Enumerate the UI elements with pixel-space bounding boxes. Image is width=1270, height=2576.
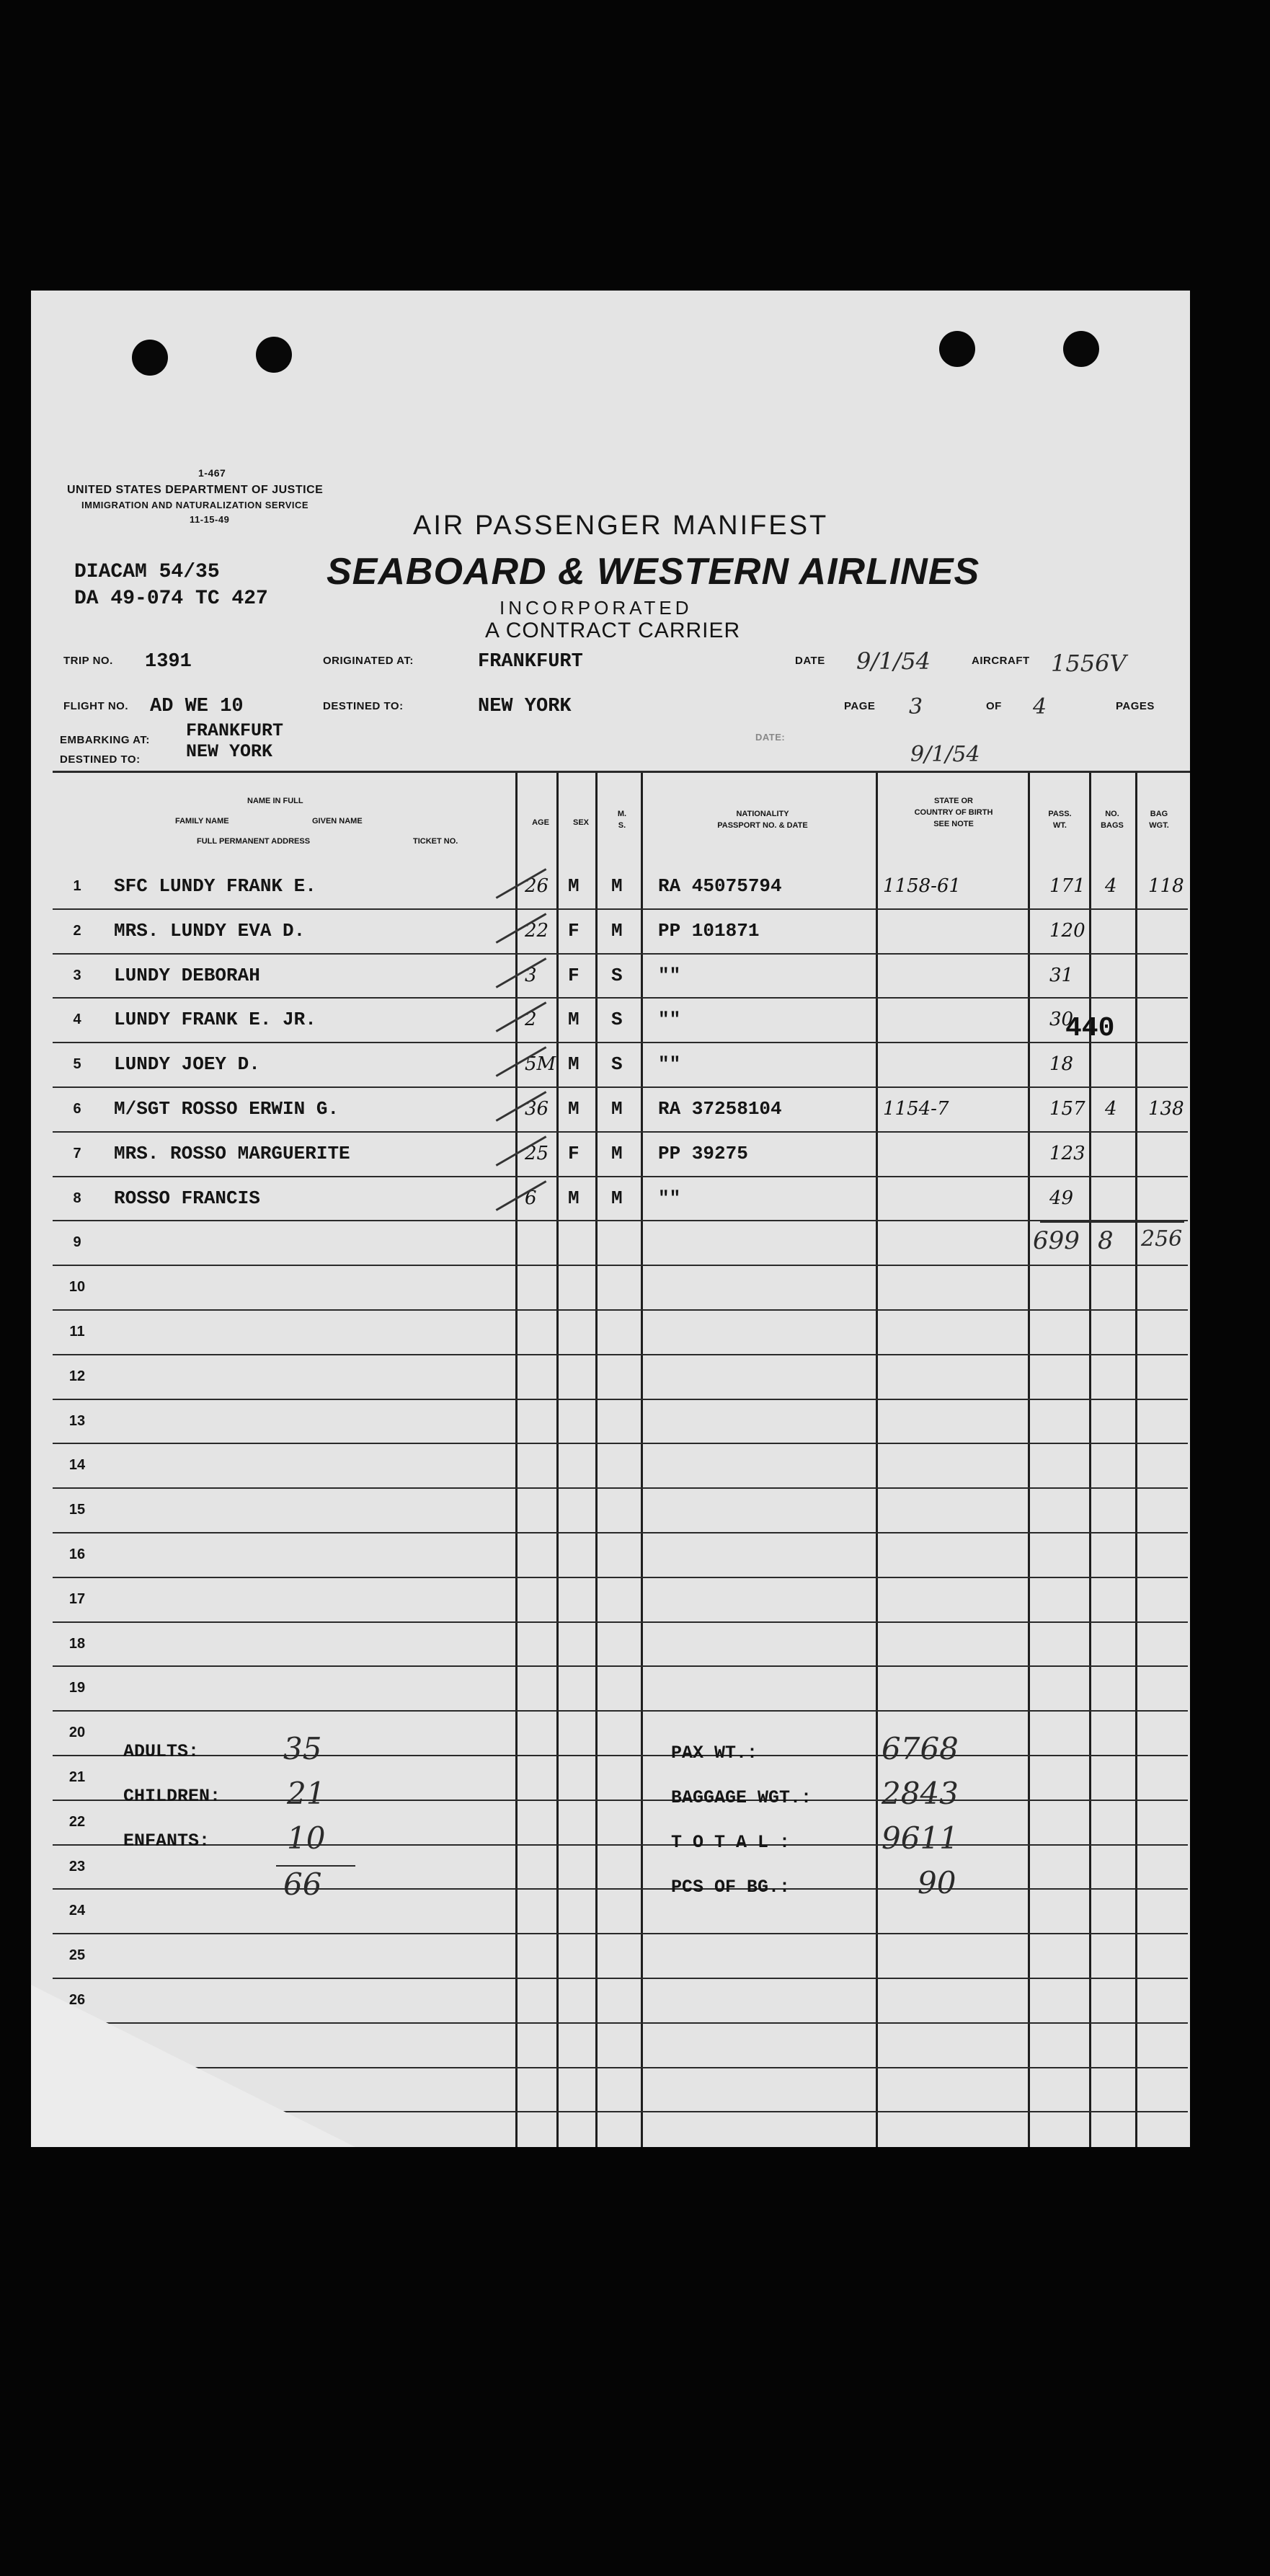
column-rule [1028,773,1030,2147]
row-rule [53,1532,1188,1533]
row-number: 18 [68,1635,86,1652]
row-number: 28 [68,2081,86,2097]
passenger-sex: M [568,1098,580,1120]
diacam-ref: DIACAM 54/35 [74,561,220,583]
total-pass-wt: 699 [1033,1226,1080,1255]
row-rule [53,1621,1188,1623]
row-number: 4 [73,1012,81,1028]
totals-rule [1040,1221,1184,1223]
row-number: 25 [68,1947,86,1964]
passenger-passport: "" [658,1187,681,1209]
col-age: AGE [532,818,549,827]
passenger-sex: F [568,964,580,986]
passenger-age: 36 [525,1098,549,1120]
infants-label: ENFANTS: [123,1831,210,1851]
passenger-passport: RA 37258104 [658,1098,782,1120]
passenger-bags: 4 [1105,875,1117,897]
passenger-weight: 30 [1049,1009,1074,1031]
column-rule [595,773,598,2147]
form-number: 1-467 [198,467,226,479]
column-rule [515,773,518,2147]
carrier-type: A CONTRACT CARRIER [485,619,741,642]
passenger-marital: S [611,964,623,986]
passenger-bag-weight: 118 [1148,875,1184,897]
page-count: 4 [1033,694,1047,720]
passenger-sex: F [568,919,580,942]
row-rule [53,1933,1188,1934]
passenger-age: 5M [525,1053,556,1076]
passenger-age: 26 [525,875,549,897]
baggage-weight: 2843 [882,1776,959,1811]
passenger-passport: "" [658,1053,681,1076]
col-name-in-full: NAME IN FULL [247,797,303,805]
embarking-at: FRANKFURT [186,720,284,741]
passenger-passport: PP 39275 [658,1142,748,1164]
passenger-weight: 18 [1049,1053,1074,1076]
passenger-passport: RA 45075794 [658,875,782,897]
passenger-name: MRS. ROSSO MARGUERITE [114,1142,350,1164]
total-label: T O T A L : [671,1832,791,1853]
passenger-marital: S [611,1053,623,1076]
passenger-birth: 1154-7 [883,1098,949,1120]
row-number: 6 [73,1101,81,1117]
punch-hole [256,337,292,373]
row-number: 14 [68,1457,86,1474]
column-rule [641,773,643,2147]
row-number: 26 [68,1992,86,2008]
col-pass-wt: PASS. WT. [1048,810,1072,830]
passenger-name: SFC LUNDY FRANK E. [114,875,316,897]
trip-label: TRIP NO. [63,655,113,667]
passenger-name: LUNDY DEBORAH [114,964,260,986]
row-rule [53,1443,1188,1444]
passenger-birth: 1158-61 [883,875,962,897]
children-label: CHILDREN: [123,1786,221,1807]
col-family-name: FAMILY NAME [175,817,229,826]
passenger-marital: M [611,1187,623,1209]
originated-label: ORIGINATED AT: [323,655,414,667]
page-fold [31,1985,355,2147]
passenger-marital: M [611,875,623,897]
total-persons: 66 [283,1867,322,1902]
row-number: 24 [68,1903,86,1919]
passenger-weight: 120 [1049,919,1085,942]
col-bag-wt: BAG WGT. [1149,810,1169,830]
row-number: 17 [68,1590,86,1607]
manifest-title: AIR PASSENGER MANIFEST [413,510,829,541]
passenger-age: 22 [525,919,549,942]
row-number: 22 [68,1813,86,1830]
date2: 9/1/54 [910,742,980,767]
total-bags: 8 [1098,1226,1114,1255]
row-rule [53,1665,1188,1667]
passenger-name: LUNDY FRANK E. JR. [114,1009,316,1031]
row-number: 21 [68,1769,86,1785]
destined-label: DESTINED TO: [323,700,404,712]
row-number: 7 [73,1145,81,1161]
passenger-weight: 31 [1049,964,1074,986]
passenger-sex: F [568,1142,580,1164]
row-rule [53,1354,1188,1355]
passenger-weight: 171 [1049,875,1085,897]
pax-label: PAX WT.: [671,1743,758,1763]
row-number: 12 [68,1368,86,1384]
aircraft-label: AIRCRAFT [972,655,1030,667]
flight-label: FLIGHT NO. [63,700,128,712]
row-rule [53,1220,1188,1221]
row-rule [53,908,1188,910]
passenger-sex: M [568,1053,580,1076]
trip-number: 1391 [145,651,192,673]
children-count: 21 [287,1776,326,1811]
check-mark-icon [496,1002,547,1033]
passenger-age: 6 [525,1187,537,1209]
passenger-age: 2 [525,1009,537,1031]
check-mark-icon [496,957,547,988]
page-number: 3 [909,694,923,720]
infants-count: 10 [287,1820,326,1856]
passenger-marital: M [611,1142,623,1164]
passenger-name: LUNDY JOEY D. [114,1053,260,1076]
pieces-count: 90 [918,1865,956,1900]
passenger-sex: M [568,1009,580,1031]
row-number: 19 [68,1680,86,1696]
baggage-label: BAGGAGE WGT.: [671,1787,812,1808]
total-weight: 9611 [882,1820,959,1856]
row-rule [53,1265,1188,1266]
row-number: 2 [73,922,81,939]
passenger-bag-weight: 138 [1148,1098,1184,1120]
pcs-label: PCS OF BG.: [671,1877,791,1898]
da-ref: DA 49-074 TC 427 [74,588,268,610]
row-rule [53,1176,1188,1177]
embarking-label: EMBARKING AT: [60,734,150,746]
row-rule [53,1487,1188,1489]
row-number: 8 [73,1190,81,1206]
originated-at: FRANKFURT [478,651,583,673]
column-rule [1089,773,1091,2147]
of-label: OF [986,700,1002,712]
row-number: 27 [68,2036,86,2053]
aircraft-number: 1556V [1051,650,1127,677]
adults-count: 35 [283,1731,322,1766]
row-number: 5 [73,1056,81,1073]
flight-number: AD WE 10 [150,696,244,717]
date-label: DATE [795,655,825,667]
row-number: 29 [68,2125,86,2142]
passenger-bags: 4 [1105,1098,1117,1120]
check-mark-icon [496,1180,547,1211]
passenger-passport: "" [658,1009,681,1031]
total-bag-wt: 256 [1141,1226,1183,1252]
col-given-name: GIVEN NAME [312,817,363,826]
row-rule [53,1800,1188,1801]
row-number: 11 [69,1324,85,1340]
incorporated: INCORPORATED [499,597,693,619]
row-rule [53,1978,1188,1979]
row-number: 20 [68,1725,86,1741]
pages-label: PAGES [1116,700,1155,712]
row-rule [53,953,1188,955]
service: IMMIGRATION AND NATURALIZATION SERVICE [81,500,309,510]
passenger-name: M/SGT ROSSO ERWIN G. [114,1098,339,1120]
row-rule [53,1042,1188,1043]
col-birth: STATE OR COUNTRY OF BIRTH SEE NOTE [914,797,993,828]
row-number: 3 [73,967,81,983]
row-rule [53,1131,1188,1133]
row-rule [53,997,1188,999]
destined-to: NEW YORK [478,696,572,717]
passenger-marital: M [611,919,623,942]
row-number: 1 [73,878,81,894]
passenger-name: MRS. LUNDY EVA D. [114,919,306,942]
col-bags: NO. BAGS [1101,810,1124,830]
trip-date: 9/1/54 [856,647,931,675]
passenger-age: 25 [525,1142,549,1164]
destined-to-2: NEW YORK [186,741,273,762]
passenger-weight: 123 [1049,1142,1085,1164]
passenger-weight: 49 [1049,1187,1074,1209]
row-rule [53,1399,1188,1400]
manifest-sheet [31,291,1190,2147]
destined2-label: DESTINED TO: [60,753,141,766]
airline-name: SEABOARD & WESTERN AIRLINES [327,551,980,593]
col-address: FULL PERMANENT ADDRESS [197,837,311,846]
row-number: 16 [68,1546,86,1562]
date2-label: DATE: [755,732,786,743]
col-ticket: TICKET NO. [413,837,458,846]
adults-label: ADULTS: [123,1741,200,1762]
column-rule [556,773,559,2147]
passenger-marital: M [611,1098,623,1120]
row-rule [53,1309,1188,1311]
passenger-weight: 157 [1049,1098,1085,1120]
passenger-marital: S [611,1009,623,1031]
form-date: 11-15-49 [190,514,230,525]
row-number: 13 [68,1412,86,1429]
passenger-sex: M [568,1187,580,1209]
row-rule [53,1086,1188,1088]
stamp-440: 440 [1065,1013,1115,1044]
passenger-sex: M [568,875,580,897]
punch-hole [1063,331,1099,367]
row-number: 15 [68,1502,86,1518]
row-number: 23 [68,1858,86,1875]
col-nationality: NATIONALITY PASSPORT NO. & DATE [717,810,808,830]
row-rule [53,1844,1188,1846]
punch-hole [132,340,168,376]
row-number: 9 [73,1234,81,1251]
passenger-name: ROSSO FRANCIS [114,1187,260,1209]
pax-weight: 6768 [882,1731,959,1766]
col-marital: M. S. [617,810,627,830]
passenger-passport: "" [658,964,681,986]
row-rule [53,1888,1188,1890]
passenger-passport: PP 101871 [658,919,760,942]
row-rule [53,1755,1188,1756]
column-rule [1135,773,1137,2147]
row-rule [53,1577,1188,1578]
passenger-age: 3 [525,964,537,986]
col-sex: SEX [572,818,589,827]
column-rule [876,773,878,2147]
department: UNITED STATES DEPARTMENT OF JUSTICE [67,484,324,496]
table-top-rule [53,771,1190,773]
page-label: PAGE [844,700,876,712]
row-rule [53,1710,1188,1712]
punch-hole [939,331,975,367]
row-number: 10 [68,1279,86,1296]
